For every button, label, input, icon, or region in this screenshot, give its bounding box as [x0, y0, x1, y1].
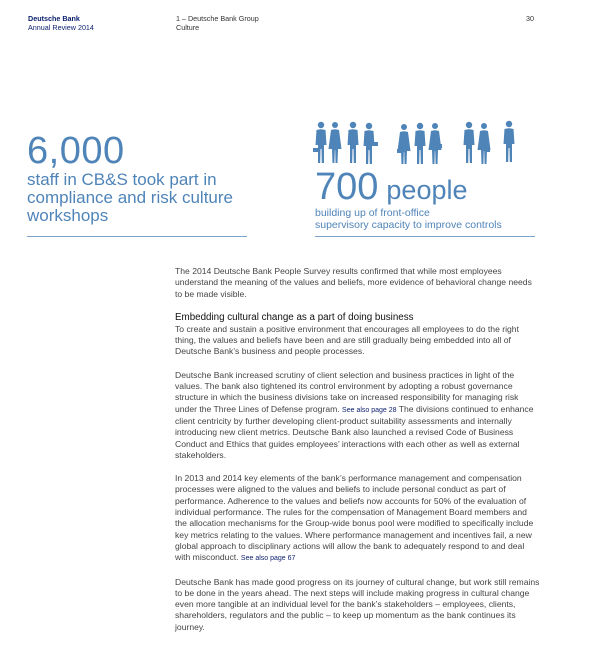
intro-paragraph: The 2014 Deutsche Bank People Survey results confirmed that while most employees understand the meaning of the values and beliefs, more evidence of behavioral change needs to be made visible.	[175, 266, 532, 299]
subsection-title: Culture	[176, 23, 200, 32]
report-name: Annual Review 2014	[28, 23, 94, 32]
paragraph	[175, 473, 540, 564]
stat-workshops-number: 6,000	[27, 130, 125, 172]
paragraph-text: In 2013 and 2014 key elements of the bank’s performance management and compensation processes were aligned to the values and beliefs to include personal conduct as part of performance. Adherence to the values and beliefs now accounts for 50% of the evaluation of individual performance. The rules for the compensation of Management Board members and the allocation mechanisms for the Group-wide bonus pool were modified to specifically include key metrics relating to the values. Where performance management and incentives fail, a new global approach to disciplinary actions will allow the bank to adequately respond to and deal with misconduct.	[175, 473, 534, 563]
paragraph-text: The divisions continued to enhance client centricity by further developing client-product suitability assessments and internally introducing new client metrics. Deutsche Bank also launched a revised Code of Business Conduct and Ethics that guides employees’ interactions with each other as well as external stakeholders.	[175, 403, 534, 460]
stat-workshops-desc-line: staff in CB&S took part in	[27, 170, 217, 189]
stat-workshops	[27, 131, 247, 225]
stat-supervisors-desc	[315, 207, 535, 231]
divider	[27, 236, 247, 237]
section-heading: Embedding cultural change as a part of doing business	[175, 311, 414, 323]
paragraph: To create and sustain a positive environment that encourages all employees to do the right thing, the values and beliefs have been and are still gradually being embedded into all of Deutsche Bank’s business and people processes.	[175, 323, 519, 357]
stat-supervisors-unit: people	[386, 175, 468, 205]
people-group-icon	[313, 120, 523, 164]
stat-workshops-desc	[27, 171, 247, 225]
cross-reference-link[interactable]: See also page 28	[342, 406, 397, 414]
stat-workshops-desc-line: compliance and risk culture	[27, 188, 233, 207]
paragraph-text: Deutsche Bank increased scrutiny of client selection and business practices in light of the values. The bank also tightened its control environment by adopting a robust governance structure in which the business divisions take on increased responsibility for managing risk under the Three Lines of Defense program.	[175, 369, 519, 414]
paragraph	[175, 370, 540, 461]
section-title: 1 – Deutsche Bank Group	[176, 14, 259, 23]
page-number: 30	[526, 14, 534, 23]
report-header	[28, 14, 94, 32]
stat-supervisors-desc-line: building up of front-office	[315, 207, 430, 219]
stat-supervisors	[315, 167, 535, 231]
stat-supervisors-desc-line: supervisory capacity to improve controls	[315, 219, 502, 231]
paragraph: Deutsche Bank has made good progress on its journey of cultural change, but work still remains to be done in the years ahead. The next steps will include making progress in cultural change even more tangible at an individual level for the bank’s stakeholders – employees, clients, shareholders, regulators and the public – to keep up momentum as the bank continues its journey.	[175, 576, 540, 632]
divider	[315, 236, 535, 237]
stat-workshops-desc-line: workshops	[27, 206, 109, 225]
brand-name: Deutsche Bank	[28, 14, 80, 23]
people-illustration	[313, 120, 523, 164]
body-text	[175, 266, 540, 645]
section-header	[176, 14, 259, 32]
stat-supervisors-number: 700	[315, 166, 379, 208]
cross-reference-link[interactable]: See also page 67	[240, 555, 296, 563]
